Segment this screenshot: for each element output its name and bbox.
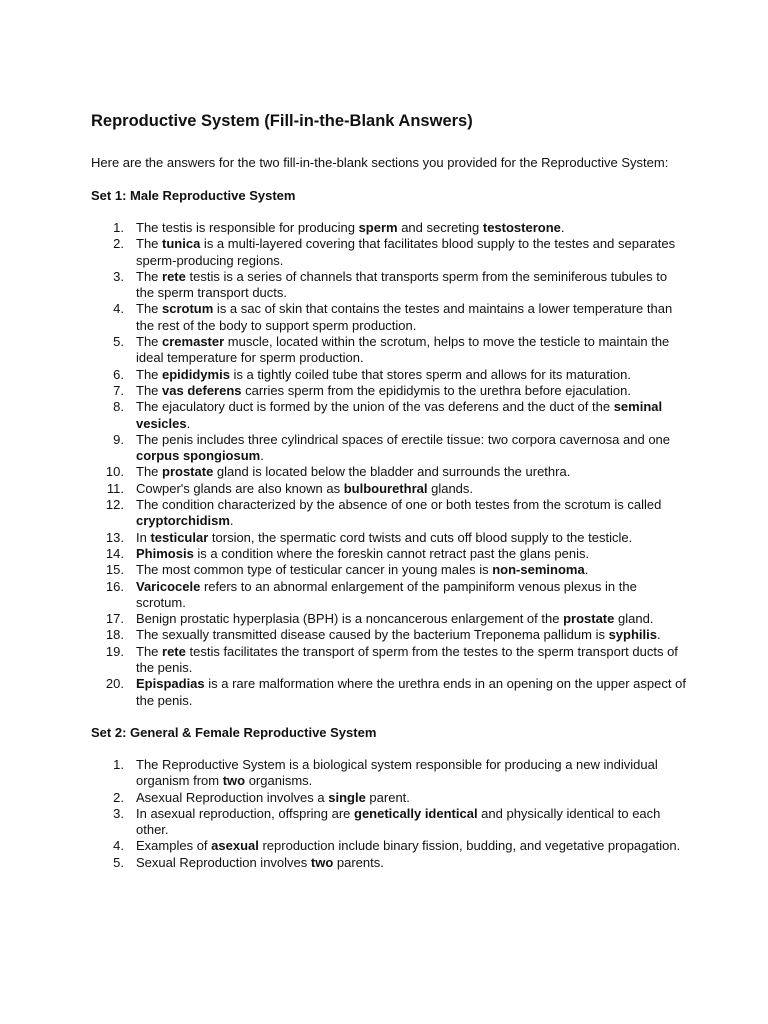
set-1-list	[91, 220, 688, 709]
item-text: The	[136, 334, 163, 350]
item-text: In asexual reproduction, offspring are	[136, 805, 355, 821]
list-item	[91, 383, 688, 399]
item-number: 2.	[113, 789, 124, 805]
answer-term: epididymis	[162, 366, 230, 382]
item-number: 8.	[113, 399, 124, 415]
answer-term: Epispadias	[136, 676, 205, 692]
list-item	[91, 497, 688, 530]
item-number: 5.	[113, 854, 124, 870]
answer-term: single	[328, 789, 366, 805]
item-number: 1.	[113, 756, 124, 772]
item-text: .	[186, 415, 191, 431]
item-text: reproduction include binary fission, budding, and vegetative propagation.	[258, 838, 681, 854]
item-text: The	[136, 301, 163, 317]
list-item	[91, 236, 688, 269]
answer-term: Varicocele	[136, 578, 201, 594]
answer-term: bulbourethral	[343, 480, 428, 496]
list-item	[91, 855, 688, 871]
page-title: Reproductive System (Fill-in-the-Blank Answers)	[91, 112, 473, 130]
item-text: is a condition where the foreskin cannot retract past the glans penis.	[193, 545, 590, 561]
item-number: 3.	[113, 268, 124, 284]
list-item	[91, 220, 688, 236]
item-text: The ejaculatory duct is formed by the union of the vas deferens and the duct of the	[136, 399, 614, 415]
item-text: parents.	[333, 854, 384, 870]
item-text: organisms.	[245, 773, 313, 789]
item-number: 15.	[105, 562, 124, 578]
list-item	[91, 562, 688, 578]
item-number: 4.	[113, 301, 124, 317]
list-item	[91, 269, 688, 302]
answer-term: two	[310, 854, 334, 870]
set-2-list	[91, 757, 688, 871]
item-text: The Reproductive System is a biological system responsible for producing a new individual organism from	[136, 756, 658, 789]
item-text: The	[136, 366, 163, 382]
item-text: .	[229, 513, 234, 529]
list-item	[91, 627, 688, 643]
item-number: 16.	[105, 578, 124, 594]
list-item	[91, 464, 688, 480]
item-text: is a sac of skin that contains the testes and maintains a lower temperature than the rest of the body to support sperm production.	[136, 301, 673, 333]
item-text: muscle, located within the scrotum, helps to move the testicle to maintain the ideal temperature for sperm production.	[136, 334, 670, 366]
item-text: Sexual Reproduction involves	[136, 854, 311, 870]
list-item	[91, 367, 688, 383]
list-item	[91, 481, 688, 497]
item-text: parent.	[365, 789, 410, 805]
list-item	[91, 546, 688, 562]
intro-paragraph: Here are the answers for the two fill-in-the-blank sections you provided for the Reproductive System:	[91, 155, 669, 170]
item-text: The	[136, 236, 163, 252]
answer-term: tunica	[162, 236, 201, 252]
answer-term: scrotum	[162, 301, 214, 317]
list-item	[91, 530, 688, 546]
item-text: carries sperm from the epididymis to the urethra before ejaculation.	[241, 382, 631, 398]
answer-term: Phimosis	[136, 545, 194, 561]
item-text: .	[657, 627, 661, 643]
answer-term: rete	[162, 643, 186, 659]
item-number: 6.	[113, 366, 124, 382]
item-text: The	[136, 382, 163, 398]
item-number: 1.	[113, 220, 124, 235]
item-text: The testis is responsible for producing	[136, 220, 359, 235]
item-number: 20.	[105, 676, 124, 692]
item-text: The most common type of testicular cancer in young males is	[136, 562, 493, 578]
item-number: 13.	[105, 529, 124, 545]
list-item	[91, 806, 688, 839]
item-text: The	[136, 643, 163, 659]
answer-term: cryptorchidism	[136, 513, 230, 529]
answer-term: genetically identical	[354, 805, 478, 821]
item-text: testis facilitates the transport of sperm from the testes to the sperm transport ducts of the penis.	[136, 643, 678, 676]
item-text: refers to an abnormal enlargement of the pampiniform venous plexus in the scrotum.	[136, 578, 637, 610]
item-number: 11.	[106, 480, 124, 496]
list-item	[91, 611, 688, 627]
item-text: and secreting	[397, 220, 483, 235]
list-item	[91, 301, 688, 334]
answer-term: seminal vesicles	[136, 399, 663, 431]
item-text: torsion, the spermatic cord twists and cuts off blood supply to the testicle.	[208, 529, 633, 545]
item-text: is a multi-layered covering that facilitates blood supply to the testes and separates sperm-producing regions.	[136, 236, 676, 268]
answer-term: rete	[162, 268, 186, 284]
item-text: glands.	[427, 480, 474, 496]
answer-term: sperm	[358, 220, 398, 235]
item-number: 7.	[113, 382, 124, 398]
item-text: and physically identical to each other.	[136, 805, 661, 838]
item-text: gland is located below the bladder and surrounds the urethra.	[213, 464, 571, 480]
list-item	[91, 644, 688, 677]
item-text: is a tightly coiled tube that stores sperm and allows for its maturation.	[229, 366, 631, 382]
list-item	[91, 399, 688, 432]
set-2-heading: Set 2: General & Female Reproductive System	[91, 724, 377, 740]
item-text: Asexual Reproduction involves a	[136, 789, 329, 805]
item-text: Benign prostatic hyperplasia (BPH) is a noncancerous enlargement of the	[136, 611, 564, 627]
item-text: The condition characterized by the absence of one or both testes from the scrotum is called	[136, 497, 662, 513]
set-1-heading: Set 1: Male Reproductive System	[91, 188, 296, 203]
answer-term: testicular	[150, 529, 209, 545]
item-text: In	[136, 529, 151, 545]
item-number: 3.	[113, 805, 124, 821]
answer-term: two	[222, 773, 246, 789]
item-text: The	[136, 464, 163, 480]
item-number: 17.	[105, 611, 124, 627]
answer-term: prostate	[563, 611, 615, 627]
answer-term: asexual	[211, 838, 259, 854]
item-number: 5.	[113, 334, 124, 350]
list-item	[91, 790, 688, 806]
item-number: 18.	[105, 627, 124, 643]
item-text: The sexually transmitted disease caused by the bacterium Treponema pallidum is	[136, 627, 609, 643]
item-text: Examples of	[136, 838, 212, 854]
item-number: 19.	[105, 643, 124, 659]
list-item	[91, 838, 688, 854]
item-text: .	[260, 448, 264, 464]
list-item	[91, 676, 688, 709]
list-item	[91, 432, 688, 465]
list-item	[91, 334, 688, 367]
item-number: 14.	[105, 545, 124, 561]
item-text: is a rare malformation where the urethra ends in an opening on the upper aspect of the penis.	[136, 676, 686, 708]
item-number: 10.	[105, 464, 124, 480]
item-text: Cowper's glands are also known as	[136, 480, 344, 496]
answer-term: prostate	[162, 464, 214, 480]
answer-term: non-seminoma	[492, 562, 585, 578]
item-number: 12.	[105, 497, 124, 513]
item-text: gland.	[614, 611, 654, 627]
answer-term: syphilis	[608, 627, 657, 643]
answer-term: corpus spongiosum	[136, 448, 261, 464]
item-text: .	[584, 562, 589, 578]
item-text: .	[560, 220, 565, 235]
item-text: testis is a series of channels that transports sperm from the seminiferous tubules to the sperm transport ducts.	[136, 268, 668, 301]
answer-term: vas deferens	[162, 382, 242, 398]
answer-term: testosterone	[482, 220, 561, 235]
answer-term: cremaster	[162, 334, 225, 350]
list-item	[91, 579, 688, 612]
list-item	[91, 757, 688, 790]
item-text: The penis includes three cylindrical spaces of erectile tissue: two corpora cavernosa and one	[136, 431, 671, 447]
item-number: 2.	[113, 236, 124, 252]
item-number: 4.	[113, 838, 124, 854]
item-text: The	[136, 268, 163, 284]
item-number: 9.	[113, 431, 124, 447]
